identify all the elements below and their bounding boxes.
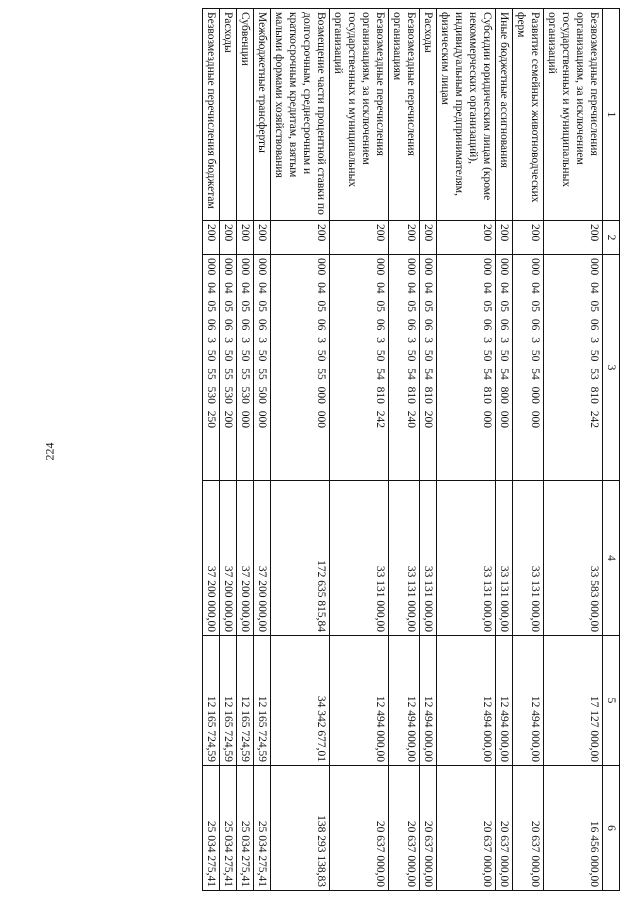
row-col2: 200 <box>437 221 496 255</box>
row-col2: 200 <box>420 221 437 255</box>
row-code: 000 04 05 06 3 50 53 810 242 <box>544 255 603 481</box>
header-col-4: 4 <box>603 481 620 636</box>
row-code: 000 04 05 06 3 50 54 810 240 <box>389 255 420 481</box>
header-col-1: 1 <box>603 9 620 221</box>
table-container <box>80 8 620 890</box>
row-col2: 200 <box>237 221 254 255</box>
row-name: Иные бюджетные ассигнования <box>496 9 513 221</box>
header-row <box>603 9 620 891</box>
row-value-4: 33 131 000,00 <box>389 481 420 636</box>
row-code: 000 04 05 06 3 50 54 810 000 <box>437 255 496 481</box>
table-row <box>437 9 496 891</box>
header-col-2: 2 <box>603 221 620 255</box>
page-number: 224 <box>42 442 57 461</box>
row-value-6: 25 034 275,41 <box>220 766 237 891</box>
row-value-4: 33 131 000,00 <box>513 481 544 636</box>
row-value-4: 33 131 000,00 <box>420 481 437 636</box>
row-value-6: 25 034 275,41 <box>254 766 271 891</box>
header-col-5: 5 <box>603 636 620 766</box>
rotated-table-frame <box>80 8 620 890</box>
row-value-6: 25 034 275,41 <box>203 766 220 891</box>
row-name: Расходы <box>420 9 437 221</box>
row-name: Субвенции <box>237 9 254 221</box>
row-value-5: 12 494 000,00 <box>496 636 513 766</box>
row-name: Безвозмездные перечисления организациям, за исключением государственных и муниципальных организаций <box>544 9 603 221</box>
row-value-6: 20 637 000,00 <box>496 766 513 891</box>
header-col-6: 6 <box>603 766 620 891</box>
row-col2: 200 <box>203 221 220 255</box>
row-value-6: 20 637 000,00 <box>389 766 420 891</box>
row-code: 000 04 05 06 3 50 54 000 000 <box>513 255 544 481</box>
row-value-6: 20 637 000,00 <box>420 766 437 891</box>
row-name: Субсидии юридическим лицам (кроме некоммерческих организаций), индивидуальным предпринимателям, физическим лицам <box>437 9 496 221</box>
row-col2: 200 <box>513 221 544 255</box>
row-value-5: 12 494 000,00 <box>389 636 420 766</box>
row-value-5: 12 165 724,59 <box>254 636 271 766</box>
table-row <box>544 9 603 891</box>
row-value-5: 17 127 000,00 <box>544 636 603 766</box>
row-name: Безвозмездные перечисления организациям <box>389 9 420 221</box>
row-name: Развитие семейных животноводческих ферм <box>513 9 544 221</box>
row-col2: 200 <box>271 221 330 255</box>
row-value-6: 20 637 000,00 <box>330 766 389 891</box>
row-code: 000 04 05 06 3 50 55 530 200 <box>220 255 237 481</box>
row-code: 000 04 05 06 3 50 55 530 000 <box>237 255 254 481</box>
row-value-5: 12 165 724,59 <box>220 636 237 766</box>
row-code: 000 04 05 06 3 50 55 500 000 <box>254 255 271 481</box>
row-value-6: 20 637 000,00 <box>437 766 496 891</box>
row-value-4: 37 200 000,00 <box>237 481 254 636</box>
row-col2: 200 <box>544 221 603 255</box>
row-value-6: 16 456 000,00 <box>544 766 603 891</box>
table-row <box>271 9 330 891</box>
row-value-5: 12 494 000,00 <box>420 636 437 766</box>
row-value-5: 12 494 000,00 <box>330 636 389 766</box>
row-name: Межбюджетные трансферты <box>254 9 271 221</box>
row-name: Безвозмездные перечисления бюджетам <box>203 9 220 221</box>
row-value-4: 37 200 000,00 <box>220 481 237 636</box>
row-value-4: 33 131 000,00 <box>437 481 496 636</box>
row-value-4: 33 131 000,00 <box>496 481 513 636</box>
row-value-5: 12 494 000,00 <box>513 636 544 766</box>
row-value-4: 172 635 815,84 <box>271 481 330 636</box>
budget-table <box>202 8 620 891</box>
row-value-5: 34 342 677,01 <box>271 636 330 766</box>
row-col2: 200 <box>496 221 513 255</box>
row-value-5: 12 165 724,59 <box>203 636 220 766</box>
row-value-5: 12 165 724,59 <box>237 636 254 766</box>
table-row <box>220 9 237 891</box>
row-code: 000 04 05 06 3 50 54 810 200 <box>420 255 437 481</box>
row-value-4: 37 200 000,00 <box>203 481 220 636</box>
row-code: 000 04 05 06 3 50 54 810 242 <box>330 255 389 481</box>
table-row <box>389 9 420 891</box>
row-col2: 200 <box>330 221 389 255</box>
table-row <box>254 9 271 891</box>
table-row <box>513 9 544 891</box>
row-value-6: 20 637 000,00 <box>513 766 544 891</box>
row-value-4: 33 131 000,00 <box>330 481 389 636</box>
row-col2: 200 <box>389 221 420 255</box>
row-name: Безвозмездные перечисления организациям, за исключением государственных и муниципальных организаций <box>330 9 389 221</box>
table-row <box>237 9 254 891</box>
row-value-4: 33 583 000,00 <box>544 481 603 636</box>
table-row <box>330 9 389 891</box>
row-name: Расходы <box>220 9 237 221</box>
row-value-5: 12 494 000,00 <box>437 636 496 766</box>
row-col2: 200 <box>254 221 271 255</box>
row-value-4: 37 200 000,00 <box>254 481 271 636</box>
row-code: 000 04 05 06 3 50 54 800 000 <box>496 255 513 481</box>
header-col-3: 3 <box>603 255 620 481</box>
row-col2: 200 <box>220 221 237 255</box>
table-row <box>203 9 220 891</box>
row-code: 000 04 05 06 3 50 55 530 250 <box>203 255 220 481</box>
row-name: Возмещение части процентной ставки по долгосрочным, среднесрочным и краткосрочным кредитам, взятым малыми формами хозяйствования <box>271 9 330 221</box>
row-value-6: 25 034 275,41 <box>237 766 254 891</box>
row-code: 000 04 05 06 3 50 55 000 000 <box>271 255 330 481</box>
table-row <box>420 9 437 891</box>
table-row <box>496 9 513 891</box>
row-value-6: 138 293 138,83 <box>271 766 330 891</box>
